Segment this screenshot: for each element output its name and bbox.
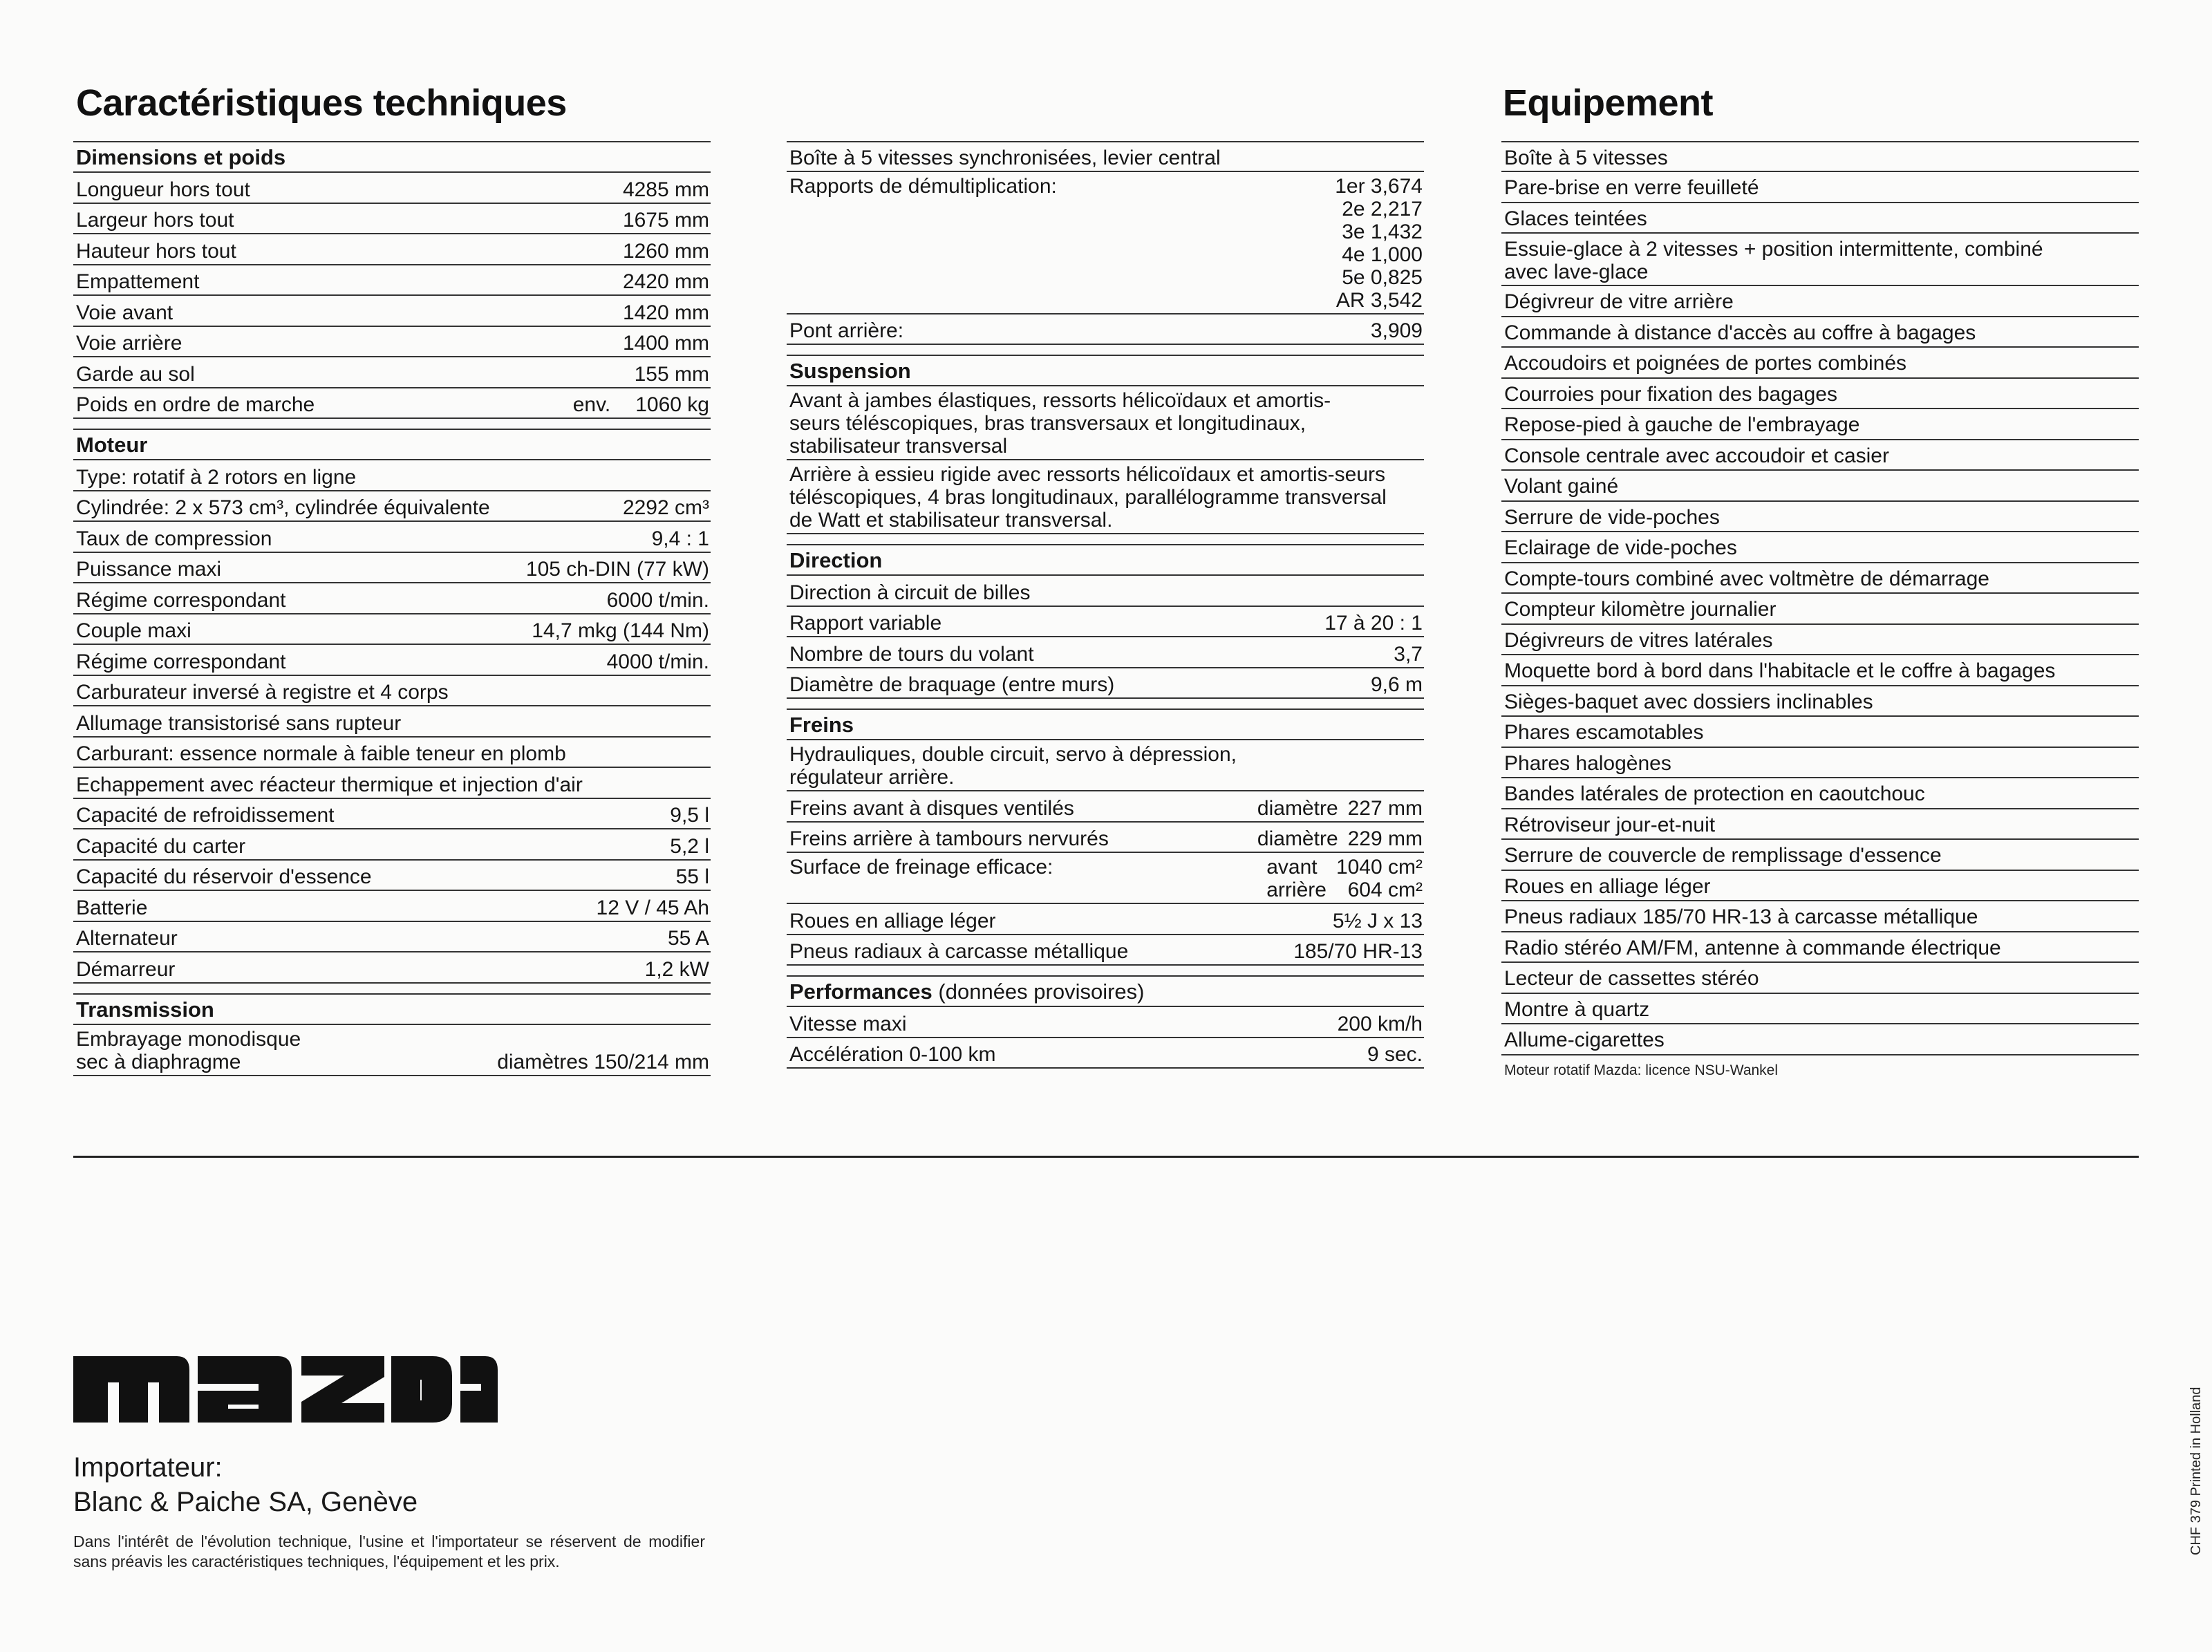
spec-row [73,952,711,984]
spec-label: Taux de compression [76,527,272,550]
spec-value: 1400 mm [622,332,709,355]
spec-label: Pont arrière: [789,319,904,342]
spec-label-line: régulateur arrière. [789,766,955,789]
equipment-item: Lecteur de cassettes stéréo [1501,963,2139,994]
spec-label: Régime correspondant [76,650,286,673]
spec-label: Capacité du réservoir d'essence [76,865,372,888]
spec-row [787,1038,1424,1069]
equipment-item: Volant gainé [1501,471,2139,502]
equipment-item: Eclairage de vide-poches [1501,532,2139,563]
spec-label: Pneus radiaux à carcasse métallique [789,940,1129,963]
spec-row-rear-suspension [787,460,1424,534]
spec-value: 55 A [667,927,709,950]
spec-label: Boîte à 5 vitesses synchronisées, levier central [789,146,1221,169]
section-heading-text: Performances [789,979,932,1004]
engine-table [73,460,711,984]
spec-row-wheels [787,904,1424,935]
spec-value: 5½ J x 13 [1332,909,1423,932]
spec-label [789,743,1423,789]
spec-row [73,327,711,358]
gear-ratio: 3e 1,432 [1342,220,1423,243]
spec-label: Direction à circuit de billes [789,581,1031,604]
equipment-item: Sièges-baquet avec dossiers inclinables [1501,686,2139,717]
dimensions-table [73,173,711,419]
spec-value: 6000 t/min. [606,588,709,612]
spec-value: 17 à 20 : 1 [1324,612,1423,635]
equipment-item: Console centrale avec accoudoir et casier [1501,440,2139,471]
spec-row [787,607,1424,638]
section-heading-dimensions: Dimensions et poids [73,141,711,173]
spec-value: 4285 mm [622,178,709,201]
spec-row [73,706,711,738]
spec-row-braking-surface [787,853,1424,904]
spec-label: Avant à jambes élastiques, ressorts hélicoïdaux et amortis-seurs téléscopiques, bras transversaux et longitudinaux, stabilisateur transversal [789,389,1331,458]
spec-value: 2420 mm [622,270,709,293]
spec-row-tyres [787,935,1424,966]
spec-label: Capacité de refroidissement [76,804,335,827]
equipment-item: Dégivreurs de vitres latérales [1501,625,2139,656]
importer-block [73,1450,418,1519]
spec-qualifier: avant [1266,856,1318,879]
section-heading-suspension: Suspension [787,355,1424,386]
spec-row [73,922,711,953]
equipment-item: Phares escamotables [1501,717,2139,748]
equipment-list [1501,141,2139,1055]
spec-value: 9,4 : 1 [651,527,709,550]
spec-label: Alternateur [76,927,178,950]
spec-value: 55 l [675,865,709,888]
spec-label: Poids en ordre de marche [76,393,315,416]
spec-value: 1040 cm² [1335,856,1423,879]
spec-value: 1060 kg [635,393,709,416]
equipment-item: Glaces teintées [1501,203,2139,234]
importer-name: Blanc & Paiche SA, Genève [73,1487,418,1517]
spec-row [787,668,1424,700]
spec-label: Cylindrée: 2 x 573 cm³, cylindrée équivalente [76,496,490,519]
spec-label: Hauteur hors tout [76,239,236,263]
title-technical-specs: Caractéristiques techniques [76,82,567,124]
spec-value: 9,5 l [670,804,709,827]
spec-value: 229 mm [1347,827,1423,850]
print-code: CHF 379 Printed in Holland [2188,1387,2204,1555]
equipment-item: Moquette bord à bord dans l'habitacle et le coffre à bagages [1501,655,2139,686]
spec-label: Surface de freinage efficace: [789,856,1053,879]
spec-label: Echappement avec réacteur thermique et injection d'air [76,773,583,796]
spec-value: 105 ch-DIN (77 kW) [525,558,709,581]
spec-row [73,296,711,327]
equipment-item: Courroies pour fixation des bagages [1501,379,2139,410]
spec-label: Rapports de démultiplication: [789,174,1057,198]
spec-value: 3,7 [1394,642,1423,666]
spec-label: Rapport variable [789,612,942,635]
spec-value: 1420 mm [622,301,709,324]
equipment-item: Compte-tours combiné avec voltmètre de démarrage [1501,563,2139,594]
equipment-item: Pneus radiaux 185/70 HR-13 à carcasse métallique [1501,901,2139,932]
gear-ratio: 5e 0,825 [1342,265,1423,289]
importer-label: Importateur: [73,1452,223,1483]
spec-row [73,645,711,676]
spec-row [73,861,711,892]
spec-label: Voie avant [76,301,174,324]
spec-label: Type: rotatif à 2 rotors en ligne [76,465,357,489]
equipment-item: Serrure de couvercle de remplissage d'essence [1501,840,2139,871]
spec-label: Batterie [76,896,148,919]
horizontal-divider [73,1156,2139,1158]
spec-label: Diamètre de braquage (entre murs) [789,673,1115,696]
spec-row-gearbox [787,141,1424,172]
spec-value: 604 cm² [1347,879,1423,901]
spec-row [73,491,711,523]
equipment-item: Montre à quartz [1501,994,2139,1025]
spec-row [787,1007,1424,1038]
spec-value: 227 mm [1347,796,1423,820]
spec-row [73,204,711,235]
spec-label: Carburant: essence normale à faible teneur en plomb [76,742,566,765]
gear-ratio: 2e 2,217 [1342,197,1423,220]
spec-row-rear-brakes [787,823,1424,854]
spec-value: 9 sec. [1367,1043,1423,1066]
spec-value: 5,2 l [670,834,709,858]
spec-label: Régime correspondant [76,588,286,612]
spec-value: diamètres 150/214 mm [497,1050,709,1073]
gear-ratio: 4e 1,000 [1342,243,1423,266]
spec-label: Arrière à essieu rigide avec ressorts hélicoïdaux et amortis-seurs téléscopiques, 4 bras longitudinaux, parallélogramme transversal de Watt et stabilisateur transversal. [789,463,1387,532]
performance-table [787,1007,1424,1069]
spec-row [787,637,1424,668]
section-heading-note: (données provisoires) [938,979,1145,1004]
spec-value: 155 mm [634,362,709,386]
equipment-item: Essuie-glace à 2 vitesses + position intermittente, combiné avec lave-glace [1501,234,2139,286]
spec-value: 12 V / 45 Ah [596,896,709,919]
gear-ratio-list [1335,175,1423,312]
spec-row [73,583,711,614]
spec-value: 1260 mm [622,239,709,263]
disclaimer-text: Dans l'intérêt de l'évolution technique, l'usine et l'importateur se réservent de modifier sans préavis les caractéristiques techniques, l'équipement et les prix. [73,1532,705,1570]
equipment-item: Phares halogènes [1501,748,2139,779]
spec-row [73,799,711,830]
spec-row [787,576,1424,607]
equipment-item: Pare-brise en verre feuilleté [1501,172,2139,203]
steering-table [787,576,1424,699]
spec-label-line: Embrayage monodisque [76,1027,301,1051]
equipment-item: Serrure de vide-poches [1501,502,2139,533]
spec-row [73,357,711,388]
spec-row [73,891,711,922]
spec-row [73,829,711,861]
equipment-item: Roues en alliage léger [1501,871,2139,902]
spec-label: Freins avant à disques ventilés [789,796,1074,820]
spec-row [73,676,711,707]
spec-row [73,553,711,584]
section-heading-brakes: Freins [787,708,1424,740]
mazda-logo [73,1340,498,1423]
spec-row-clutch [73,1025,711,1076]
spec-label: Accélération 0-100 km [789,1043,996,1066]
section-heading-transmission: Transmission [73,993,711,1025]
spec-qualifier: diamètre [1257,827,1338,850]
spec-label: Roues en alliage léger [789,909,996,932]
spec-row [73,234,711,265]
spec-value: 9,6 m [1370,673,1423,696]
spec-label: Longueur hors tout [76,178,250,201]
spec-row-gear-ratios [787,172,1424,315]
equipment-item: Accoudoirs et poignées de portes combinés [1501,348,2139,379]
spec-label [76,1028,486,1073]
spec-label: Capacité du carter [76,834,246,858]
spec-qualifier: env. [572,393,611,416]
spec-label: Puissance maxi [76,558,222,581]
spec-value: 4000 t/min. [606,650,709,673]
equipment-item: Compteur kilomètre journalier [1501,594,2139,625]
equipment-item: Allume-cigarettes [1501,1024,2139,1055]
spec-value: 3,909 [1370,319,1423,342]
spec-label-line: sec à diaphragme [76,1050,241,1073]
spec-row [73,522,711,553]
spec-value: 200 km/h [1337,1012,1423,1035]
section-heading-steering: Direction [787,544,1424,576]
equipment-item: Boîte à 5 vitesses [1501,141,2139,172]
spec-row [73,173,711,204]
spec-row-front-brakes [787,791,1424,823]
spec-value: 185/70 HR-13 [1293,940,1423,963]
spec-row [73,460,711,491]
spec-label: Carburateur inversé à registre et 4 corps [76,681,449,704]
spec-label: Voie arrière [76,332,182,355]
spec-row-front-suspension [787,386,1424,460]
spec-row [73,738,711,769]
spec-label: Vitesse maxi [789,1012,907,1035]
spec-value: 2292 cm³ [622,496,709,519]
spec-label: Freins arrière à tambours nervurés [789,827,1109,850]
title-equipment: Equipement [1503,82,1714,124]
spec-qualifier-list [1266,856,1336,901]
spec-qualifier: diamètre [1257,796,1338,820]
spec-label: Empattement [76,270,200,293]
equipment-item: Rétroviseur jour-et-nuit [1501,809,2139,841]
spec-label: Démarreur [76,957,176,981]
spec-label: Garde au sol [76,362,195,386]
spec-value: 14,7 mkg (144 Nm) [532,619,709,642]
spec-row [73,768,711,799]
spec-row [73,614,711,646]
spec-label-line: Hydrauliques, double circuit, servo à dépression, [789,743,1237,766]
footnote-wankel-licence: Moteur rotatif Mazda: licence NSU-Wankel [1504,1062,1779,1078]
section-heading-engine: Moteur [73,429,711,460]
spec-value: 1675 mm [622,209,709,232]
spec-row [73,388,711,420]
spec-row-rear-axle [787,315,1424,346]
spec-row [73,265,711,297]
spec-value: 1,2 kW [644,957,709,981]
spec-label: Allumage transistorisé sans rupteur [76,711,402,735]
equipment-item: Dégivreur de vitre arrière [1501,286,2139,317]
equipment-item: Radio stéréo AM/FM, antenne à commande électrique [1501,932,2139,964]
equipment-item: Commande à distance d'accès au coffre à bagages [1501,317,2139,348]
spec-label: Nombre de tours du volant [789,642,1034,666]
section-heading-performance [787,975,1424,1007]
spec-value-list [1336,856,1423,901]
spec-row-brake-hydraulics [787,740,1424,791]
spec-label: Couple maxi [76,619,191,642]
spec-label: Largeur hors tout [76,209,234,232]
equipment-item: Bandes latérales de protection en caoutchouc [1501,778,2139,809]
spec-qualifier: arrière [1266,879,1327,901]
gear-ratio: 1er 3,674 [1335,174,1423,198]
equipment-item: Repose-pied à gauche de l'embrayage [1501,409,2139,440]
gear-ratio: AR 3,542 [1335,288,1423,312]
